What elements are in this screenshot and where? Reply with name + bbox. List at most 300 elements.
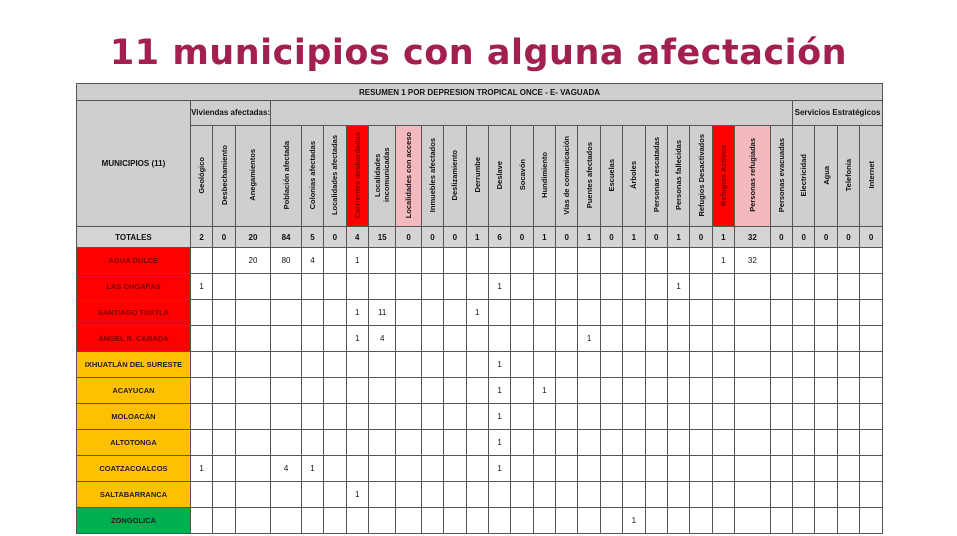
table-cell: [301, 482, 323, 508]
table-cell: [712, 508, 734, 534]
table-cell: [466, 430, 488, 456]
table-cell: [396, 326, 421, 352]
table-cell: [235, 404, 271, 430]
table-cell: [324, 248, 346, 274]
totals-cell: 0: [837, 227, 859, 248]
table-cell: [488, 248, 510, 274]
table-cell: [511, 456, 533, 482]
table-cell: [667, 482, 689, 508]
table-cell: [368, 404, 395, 430]
totals-cell: 1: [578, 227, 600, 248]
municipios-header: MUNICIPIOS (11): [77, 101, 191, 227]
table-cell: [235, 274, 271, 300]
table-cell: [488, 482, 510, 508]
table-row: [77, 300, 883, 326]
table-cell: 1: [578, 326, 600, 352]
table-cell: [466, 378, 488, 404]
table-cell: [511, 378, 533, 404]
table-cell: [623, 404, 645, 430]
table-cell: [556, 274, 578, 300]
table-cell: 1: [466, 300, 488, 326]
table-cell: [444, 404, 466, 430]
table-cell: [368, 508, 395, 534]
table-cell: [623, 300, 645, 326]
table-cell: 1: [346, 326, 368, 352]
table-cell: [690, 404, 712, 430]
column-header: Deslave: [488, 126, 510, 227]
table-cell: [712, 300, 734, 326]
table-cell: [213, 456, 235, 482]
table-cell: [815, 404, 837, 430]
table-cell: [235, 300, 271, 326]
table-cell: [444, 482, 466, 508]
table-cell: [690, 378, 712, 404]
table-cell: 1: [488, 430, 510, 456]
table-cell: [645, 248, 667, 274]
table-cell: [600, 300, 622, 326]
column-header: Corrientes desbordadas: [346, 126, 368, 227]
table-cell: [396, 456, 421, 482]
table-cell: [860, 508, 883, 534]
totals-cell: 5: [301, 227, 323, 248]
table-cell: [324, 482, 346, 508]
table-cell: [770, 274, 792, 300]
table-cell: [793, 274, 815, 300]
table-cell: [235, 430, 271, 456]
table-cell: [712, 352, 734, 378]
table-cell: [556, 248, 578, 274]
table-cell: [421, 378, 443, 404]
column-header: Socavón: [511, 126, 533, 227]
table-cell: [190, 248, 212, 274]
table-cell: [578, 482, 600, 508]
table-cell: [690, 352, 712, 378]
table-cell: [396, 274, 421, 300]
table-cell: [213, 274, 235, 300]
summary-table: [76, 83, 883, 534]
table-cell: [815, 248, 837, 274]
table-cell: [466, 508, 488, 534]
header-spacer: [271, 101, 793, 126]
table-cell: [712, 274, 734, 300]
table-cell: [860, 352, 883, 378]
municipio-name: COATZACOALCOS: [77, 456, 191, 482]
totals-cell: 2: [190, 227, 212, 248]
table-cell: [578, 274, 600, 300]
table-cell: [421, 482, 443, 508]
totals-cell: 0: [770, 227, 792, 248]
table-cell: [770, 300, 792, 326]
table-cell: [213, 300, 235, 326]
column-header: Colonias afectadas: [301, 126, 323, 227]
totals-cell: 1: [466, 227, 488, 248]
table-cell: [301, 274, 323, 300]
table-cell: [712, 404, 734, 430]
table-cell: [556, 404, 578, 430]
table-cell: [578, 508, 600, 534]
table-cell: [511, 508, 533, 534]
table-cell: [235, 352, 271, 378]
table-cell: [600, 352, 622, 378]
table-cell: [444, 508, 466, 534]
totals-cell: 4: [346, 227, 368, 248]
table-cell: [444, 352, 466, 378]
table-cell: [511, 352, 533, 378]
table-cell: [793, 326, 815, 352]
table-cell: [421, 352, 443, 378]
totals-cell: 1: [667, 227, 689, 248]
column-header: Personas rescatadas: [645, 126, 667, 227]
table-cell: [324, 430, 346, 456]
table-cell: 1: [667, 274, 689, 300]
column-header: Hundimiento: [533, 126, 555, 227]
table-cell: [271, 508, 302, 534]
table-cell: [444, 274, 466, 300]
table-cell: [190, 378, 212, 404]
table-row: [77, 404, 883, 430]
column-header: Anegamientos: [235, 126, 271, 227]
table-cell: [324, 326, 346, 352]
table-cell: [301, 378, 323, 404]
table-cell: [213, 352, 235, 378]
table-cell: 1: [346, 248, 368, 274]
column-header: Personas evacuadas: [770, 126, 792, 227]
table-cell: [556, 508, 578, 534]
table-cell: [667, 404, 689, 430]
table-cell: [346, 352, 368, 378]
table-cell: [860, 378, 883, 404]
table-cell: [578, 430, 600, 456]
table-cell: [368, 352, 395, 378]
totals-cell: 0: [690, 227, 712, 248]
table-cell: [860, 326, 883, 352]
table-cell: [444, 378, 466, 404]
table-cell: [368, 456, 395, 482]
table-cell: [770, 326, 792, 352]
table-cell: [600, 326, 622, 352]
table-cell: [667, 352, 689, 378]
table-cell: [190, 404, 212, 430]
table-cell: [600, 456, 622, 482]
table-cell: [837, 274, 859, 300]
table-cell: [735, 378, 771, 404]
table-cell: [600, 404, 622, 430]
column-header: Personas refugiadas: [735, 126, 771, 227]
table-cell: [793, 482, 815, 508]
column-header: Refugios Desactivados: [690, 126, 712, 227]
table-cell: [444, 248, 466, 274]
table-cell: 1: [346, 482, 368, 508]
table-cell: [770, 352, 792, 378]
table-cell: 1: [712, 248, 734, 274]
column-header: Localidades incomunicadas: [368, 126, 395, 227]
table-cell: [793, 352, 815, 378]
table-cell: [324, 508, 346, 534]
table-cell: [837, 300, 859, 326]
table-cell: [860, 456, 883, 482]
totals-cell: 0: [396, 227, 421, 248]
column-header: Inmuebles afectados: [421, 126, 443, 227]
table-cell: [466, 456, 488, 482]
totals-cell: 84: [271, 227, 302, 248]
table-cell: [645, 404, 667, 430]
table-cell: [623, 352, 645, 378]
table-cell: [488, 508, 510, 534]
table-cell: [735, 326, 771, 352]
table-cell: 1: [190, 274, 212, 300]
table-cell: 1: [533, 378, 555, 404]
totals-cell: 0: [793, 227, 815, 248]
table-cell: [815, 378, 837, 404]
table-cell: [368, 430, 395, 456]
table-cell: [793, 430, 815, 456]
table-cell: [368, 378, 395, 404]
table-cell: [623, 248, 645, 274]
table-cell: [860, 248, 883, 274]
table-cell: 1: [190, 456, 212, 482]
table-cell: [271, 482, 302, 508]
table-cell: 80: [271, 248, 302, 274]
table-cell: [837, 378, 859, 404]
table-cell: [667, 456, 689, 482]
table-cell: [793, 248, 815, 274]
table-cell: [735, 352, 771, 378]
table-cell: [421, 430, 443, 456]
table-cell: [301, 430, 323, 456]
table-cell: [770, 456, 792, 482]
table-cell: [271, 300, 302, 326]
column-header: Árboles: [623, 126, 645, 227]
table-cell: [533, 508, 555, 534]
table-row: [77, 378, 883, 404]
table-cell: [735, 300, 771, 326]
table-cell: [190, 326, 212, 352]
column-header: Población afectada: [271, 126, 302, 227]
totals-cell: 0: [645, 227, 667, 248]
table-cell: [466, 326, 488, 352]
table-cell: [712, 482, 734, 508]
table-cell: [213, 378, 235, 404]
table-cell: [793, 404, 815, 430]
table-cell: [860, 482, 883, 508]
column-header: Escuelas: [600, 126, 622, 227]
table-cell: [645, 508, 667, 534]
table-cell: [444, 300, 466, 326]
table-cell: [860, 430, 883, 456]
municipio-name: ÁNGEL R. CABADA: [77, 326, 191, 352]
table-cell: [213, 482, 235, 508]
table-cell: [466, 352, 488, 378]
table-cell: [396, 248, 421, 274]
table-cell: [556, 300, 578, 326]
table-cell: [421, 248, 443, 274]
table-cell: [815, 326, 837, 352]
table-row: [77, 430, 883, 456]
municipio-name: ZONGOLICA: [77, 508, 191, 534]
table-cell: [368, 248, 395, 274]
table-cell: [623, 378, 645, 404]
table-cell: [623, 430, 645, 456]
totals-cell: 0: [511, 227, 533, 248]
table-cell: [396, 482, 421, 508]
table-cell: 4: [368, 326, 395, 352]
table-cell: [600, 482, 622, 508]
table-cell: [271, 274, 302, 300]
table-cell: [396, 378, 421, 404]
table-cell: [556, 378, 578, 404]
viviendas-group-header: Viviendas afectadas:: [190, 101, 270, 126]
table-cell: 1: [301, 456, 323, 482]
table-cell: [301, 326, 323, 352]
table-cell: [346, 378, 368, 404]
table-cell: [735, 430, 771, 456]
table-cell: [533, 404, 555, 430]
table-cell: [235, 508, 271, 534]
table-cell: [667, 378, 689, 404]
table-cell: [235, 456, 271, 482]
column-header: Electricidad: [793, 126, 815, 227]
table-cell: [556, 456, 578, 482]
table-cell: [600, 430, 622, 456]
table-cell: [346, 456, 368, 482]
table-cell: [533, 326, 555, 352]
table-cell: [712, 326, 734, 352]
table-cell: [770, 482, 792, 508]
table-cell: [346, 274, 368, 300]
table-cell: [623, 274, 645, 300]
table-cell: [578, 404, 600, 430]
column-header: Localidades con acceso: [396, 126, 421, 227]
table-cell: [815, 508, 837, 534]
table-cell: [444, 326, 466, 352]
table-cell: [837, 248, 859, 274]
table-cell: 1: [488, 378, 510, 404]
table-cell: [488, 326, 510, 352]
table-cell: [421, 274, 443, 300]
page-title: 11 municipios con alguna afectación: [109, 33, 848, 73]
table-row: [77, 248, 883, 274]
totals-cell: 32: [735, 227, 771, 248]
table-cell: [533, 352, 555, 378]
municipio-name: ALTOTONGA: [77, 430, 191, 456]
column-header: Vías de comunicación: [556, 126, 578, 227]
table-row: [77, 352, 883, 378]
municipio-name: LAS CHOAPAS: [77, 274, 191, 300]
table-cell: [645, 430, 667, 456]
column-header: Puentes afectados: [578, 126, 600, 227]
table-cell: [712, 378, 734, 404]
table-cell: [578, 456, 600, 482]
totals-cell: 6: [488, 227, 510, 248]
table-cell: [645, 456, 667, 482]
table-cell: [213, 430, 235, 456]
table-cell: [271, 326, 302, 352]
table-cell: [837, 456, 859, 482]
totals-cell: 1: [533, 227, 555, 248]
table-cell: [466, 248, 488, 274]
table-cell: [444, 430, 466, 456]
table-cell: [645, 300, 667, 326]
table-cell: [396, 508, 421, 534]
table-cell: [421, 508, 443, 534]
table-cell: [712, 456, 734, 482]
servicios-group-header: Servicios Estratégicos: [793, 101, 883, 126]
table-cell: [690, 508, 712, 534]
column-header: Agua: [815, 126, 837, 227]
column-header: Derrumbe: [466, 126, 488, 227]
table-cell: [368, 482, 395, 508]
table-cell: [324, 274, 346, 300]
table-cell: [815, 430, 837, 456]
table-cell: [511, 430, 533, 456]
municipio-name: MOLOACÁN: [77, 404, 191, 430]
table-cell: [421, 404, 443, 430]
table-cell: [368, 274, 395, 300]
table-cell: [623, 456, 645, 482]
table-cell: [793, 508, 815, 534]
table-cell: [770, 404, 792, 430]
column-header: Personas fallecidas: [667, 126, 689, 227]
totals-cell: 0: [444, 227, 466, 248]
column-header: Desbechamiento: [213, 126, 235, 227]
table-cell: [667, 300, 689, 326]
table-cell: [271, 404, 302, 430]
table-cell: [466, 274, 488, 300]
table-cell: 4: [301, 248, 323, 274]
municipio-name: ACAYUCAN: [77, 378, 191, 404]
table-cell: 1: [488, 274, 510, 300]
table-cell: 32: [735, 248, 771, 274]
table-cell: [690, 482, 712, 508]
table-row: [77, 326, 883, 352]
table-cell: [837, 404, 859, 430]
table-cell: [712, 430, 734, 456]
municipio-name: SALTABARRANCA: [77, 482, 191, 508]
table-cell: [396, 430, 421, 456]
table-cell: [690, 248, 712, 274]
table-cell: 4: [271, 456, 302, 482]
table-cell: [578, 300, 600, 326]
table-cell: [645, 326, 667, 352]
table-cell: [301, 508, 323, 534]
table-cell: [533, 248, 555, 274]
totals-cell: 0: [324, 227, 346, 248]
table-cell: [533, 430, 555, 456]
table-cell: [815, 482, 837, 508]
table-cell: [837, 352, 859, 378]
table-cell: [690, 326, 712, 352]
column-header: Localidades afectadas: [324, 126, 346, 227]
table-caption: RESUMEN 1 POR DEPRESION TROPICAL ONCE - E- VAGUADA: [77, 84, 883, 101]
table-cell: [421, 456, 443, 482]
table-cell: [667, 430, 689, 456]
table-cell: 11: [368, 300, 395, 326]
table-cell: [421, 300, 443, 326]
table-cell: [190, 508, 212, 534]
table-cell: [860, 404, 883, 430]
table-cell: [511, 404, 533, 430]
totals-cell: 0: [213, 227, 235, 248]
table-cell: [346, 404, 368, 430]
table-cell: [735, 482, 771, 508]
table-cell: [396, 404, 421, 430]
table-cell: [213, 508, 235, 534]
table-cell: [235, 482, 271, 508]
table-cell: [600, 508, 622, 534]
table-cell: [271, 430, 302, 456]
table-cell: [324, 352, 346, 378]
table-cell: [645, 274, 667, 300]
